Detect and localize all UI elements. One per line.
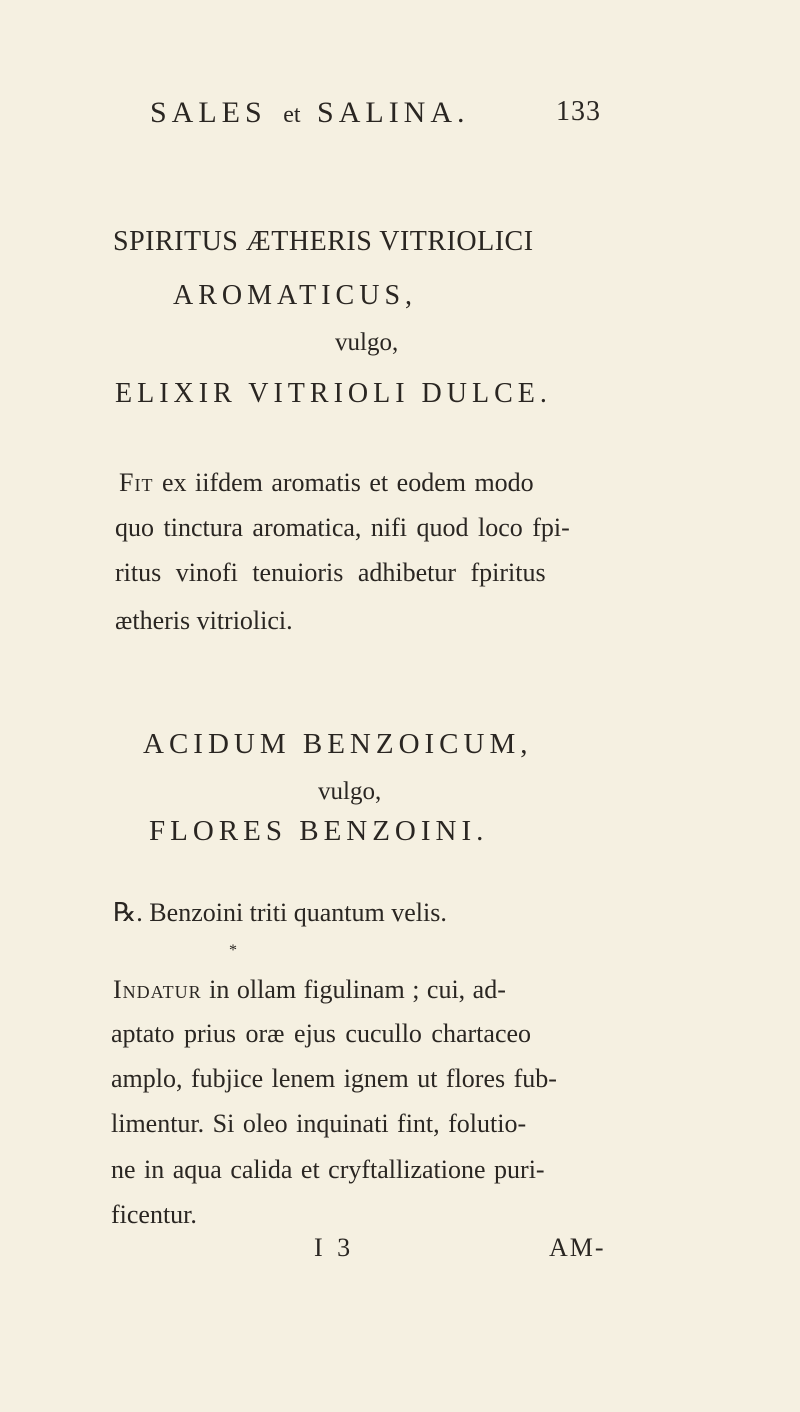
section2-paragraph-line xyxy=(113,975,506,1005)
printer-mark: * xyxy=(229,942,237,959)
page-number: 133 xyxy=(556,96,601,127)
section2-paragraph-line: limentur. Si oleo inquinati fint, folutio- xyxy=(111,1109,527,1138)
running-header xyxy=(150,96,470,130)
catchword: AM- xyxy=(549,1233,606,1262)
section2-paragraph-line: aptato prius oræ ejus cucullo chartaceo xyxy=(111,1019,532,1048)
section1-vulgo: vulgo, xyxy=(335,329,399,356)
running-header-et: et xyxy=(283,102,301,128)
section2-paragraph-text: in ollam figulinam ; cui, ad- xyxy=(201,975,506,1004)
section2-paragraph-line: ficentur. xyxy=(111,1200,197,1229)
section1-alt-name: ELIXIR VITRIOLI DULCE. xyxy=(115,378,552,409)
signature-mark: I 3 xyxy=(314,1233,355,1262)
section1-paragraph-lead: Fit xyxy=(119,468,154,497)
section2-paragraph-line: ne in aqua calida et cryftallizatione puri- xyxy=(111,1155,545,1184)
section1-paragraph-line: ætheris vitriolici. xyxy=(115,606,293,635)
section1-title-line1: SPIRITUS ÆTHERIS VITRIOLICI xyxy=(113,226,534,257)
running-header-right: SALINA. xyxy=(317,96,470,129)
running-header-left: SALES xyxy=(150,96,267,129)
section2-paragraph-lead: Indatur xyxy=(113,975,202,1004)
section1-paragraph-text: ex iifdem aromatis et eodem modo xyxy=(153,468,534,497)
recipe-line: ℞. Benzoini triti quantum velis. xyxy=(113,898,447,927)
section1-paragraph-line: ritus vinofi tenuioris adhibetur fpiritus xyxy=(115,558,546,587)
section2-vulgo: vulgo, xyxy=(318,778,382,805)
section2-title: ACIDUM BENZOICUM, xyxy=(143,728,533,760)
section2-paragraph-line: amplo, fubjice lenem ignem ut flores fub- xyxy=(111,1064,557,1093)
section1-paragraph-line: quo tinctura aromatica, nifi quod loco fpi- xyxy=(115,513,570,542)
section2-alt-name: FLORES BENZOINI. xyxy=(149,815,489,847)
section1-title-line2: AROMATICUS, xyxy=(173,280,418,311)
section1-paragraph-line xyxy=(119,468,534,498)
